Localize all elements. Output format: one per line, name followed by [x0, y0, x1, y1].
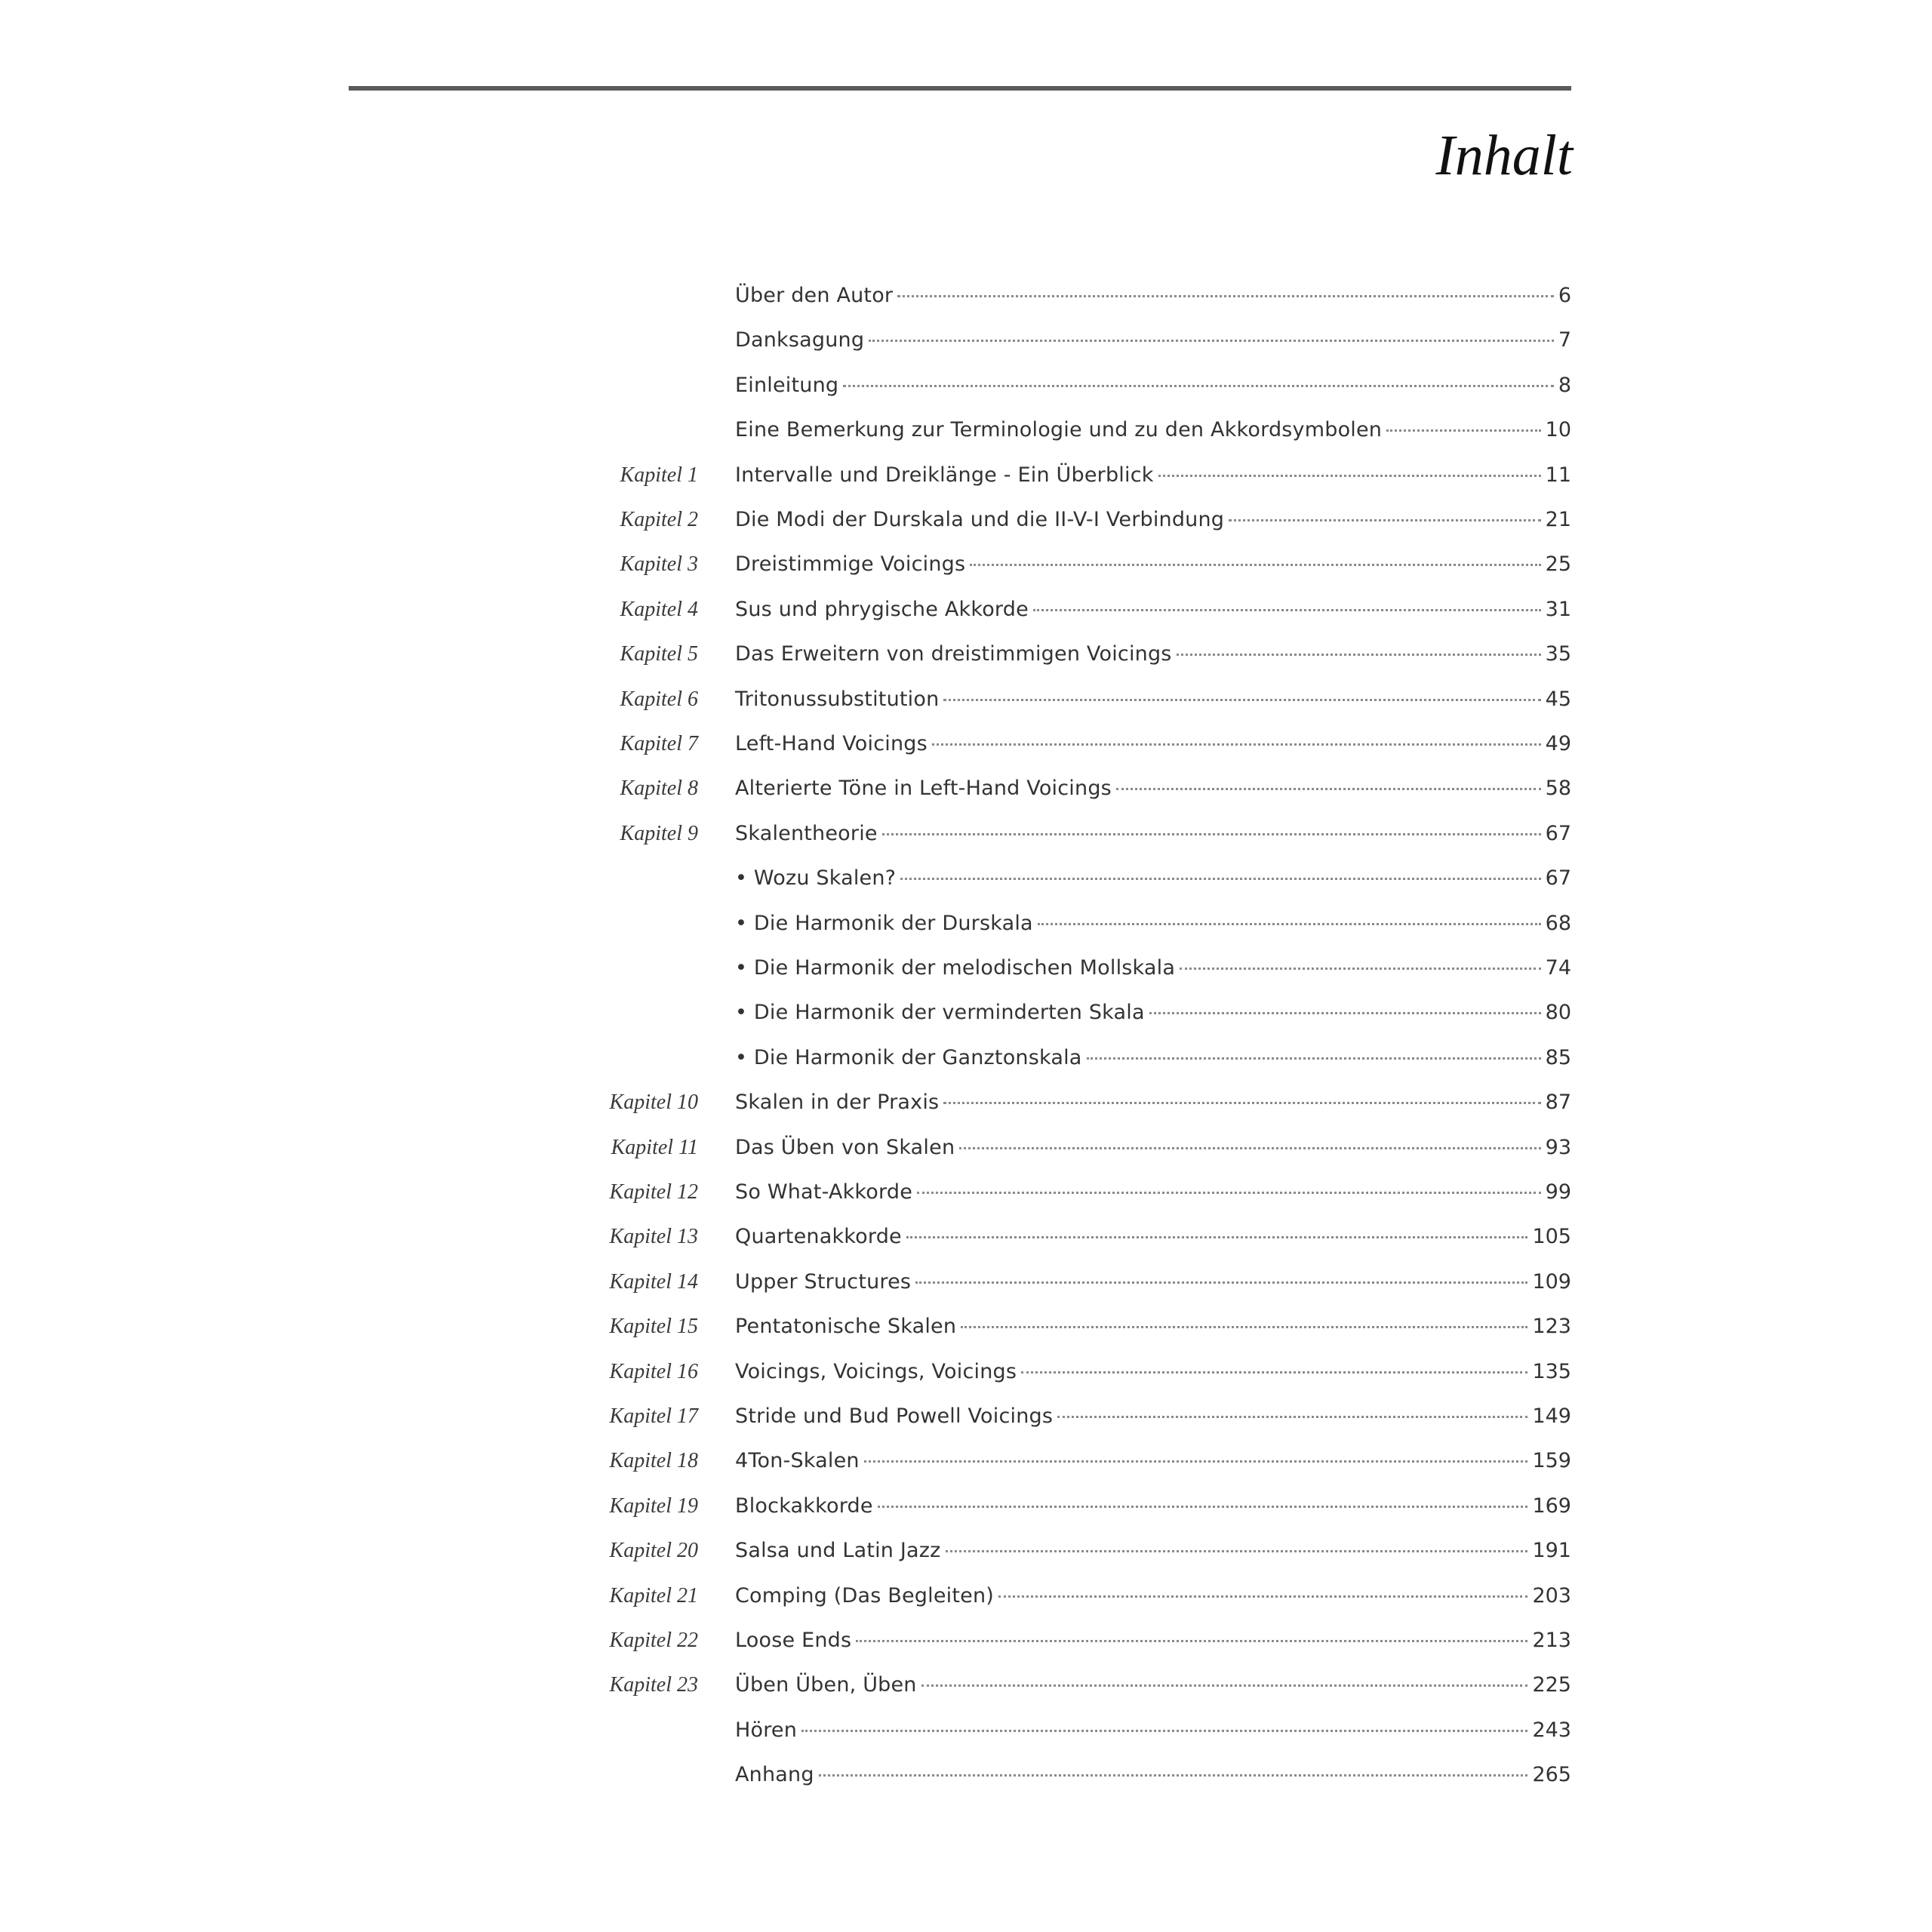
chapter-label: Kapitel 20	[609, 1539, 698, 1562]
entry-title: Intervalle und Dreiklänge - Ein Überblick	[735, 463, 1154, 487]
entry-title: Die Modi der Durskala und die II-V-I Verbindung	[735, 508, 1225, 531]
chapter-label: Kapitel 3	[620, 552, 698, 576]
chapter-label: Kapitel 16	[609, 1360, 698, 1383]
toc-line	[735, 683, 1571, 716]
entry-title: Blockakkorde	[735, 1494, 873, 1518]
toc-line	[735, 1355, 1571, 1389]
entry-title: Voicings, Voicings, Voicings	[735, 1360, 1017, 1383]
toc-line	[735, 369, 1571, 402]
dot-leader	[878, 1506, 1528, 1508]
dot-leader	[864, 1460, 1528, 1463]
toc-entry	[0, 1041, 1932, 1075]
page-number: 149	[1532, 1404, 1571, 1428]
toc-entry	[0, 1580, 1932, 1613]
toc-entry	[0, 1669, 1932, 1702]
toc-line	[735, 1444, 1571, 1478]
page-number: 68	[1545, 912, 1571, 935]
dot-leader	[900, 878, 1540, 880]
page-number: 31	[1545, 598, 1571, 621]
toc-line	[735, 1580, 1571, 1613]
page-number: 45	[1545, 688, 1571, 711]
page-number: 80	[1545, 1001, 1571, 1024]
page-number: 21	[1545, 508, 1571, 531]
chapter-label: Kapitel 1	[620, 463, 698, 487]
page-number: 225	[1532, 1673, 1571, 1697]
toc-entry	[0, 1534, 1932, 1567]
entry-title: Über den Autor	[735, 284, 894, 307]
page-number: 58	[1545, 777, 1571, 800]
toc-line	[735, 503, 1571, 537]
toc-line	[735, 1220, 1571, 1254]
dot-leader	[915, 1281, 1527, 1284]
toc-line	[735, 1086, 1571, 1119]
page-number: 74	[1545, 956, 1571, 980]
chapter-label: Kapitel 19	[609, 1494, 698, 1518]
toc-entry	[0, 593, 1932, 626]
entry-title: Quartenakkorde	[735, 1225, 902, 1248]
toc-entry	[0, 414, 1932, 447]
dot-leader	[959, 1147, 1540, 1149]
entry-title: Hören	[735, 1718, 798, 1742]
page-number: 67	[1545, 866, 1571, 890]
toc-line	[735, 817, 1571, 851]
toc-line	[735, 1266, 1571, 1299]
page-number: 191	[1532, 1539, 1571, 1562]
entry-title: • Wozu Skalen?	[735, 866, 897, 890]
chapter-label: Kapitel 23	[609, 1673, 698, 1697]
dot-leader	[906, 1236, 1528, 1238]
toc-entry	[0, 1758, 1932, 1792]
toc-entry	[0, 772, 1932, 805]
page-number: 265	[1532, 1763, 1571, 1786]
page-number: 87	[1545, 1091, 1571, 1114]
toc-entry	[0, 1624, 1932, 1657]
toc-entry	[0, 1176, 1932, 1209]
chapter-label: Kapitel 7	[620, 732, 698, 755]
chapter-label: Kapitel 13	[609, 1225, 698, 1248]
toc-entry	[0, 503, 1932, 537]
entry-title: • Die Harmonik der Durskala	[735, 912, 1033, 935]
toc-entry	[0, 1310, 1932, 1343]
toc-line	[735, 996, 1571, 1029]
toc-line	[735, 1400, 1571, 1433]
page-number: 99	[1545, 1180, 1571, 1204]
toc-entry	[0, 324, 1932, 357]
dot-leader	[843, 385, 1554, 387]
dot-leader	[882, 833, 1541, 835]
page-number: 109	[1532, 1270, 1571, 1294]
toc-line	[735, 1669, 1571, 1702]
dot-leader	[917, 1192, 1541, 1194]
toc-line	[735, 638, 1571, 671]
page-number: 8	[1558, 374, 1571, 397]
page-number: 25	[1545, 552, 1571, 576]
page-number: 105	[1532, 1225, 1571, 1248]
page-number: 49	[1545, 732, 1571, 755]
toc-line	[735, 862, 1571, 895]
chapter-label: Kapitel 2	[620, 508, 698, 531]
dot-leader	[932, 743, 1541, 746]
entry-title: Upper Structures	[735, 1270, 912, 1294]
page-number: 11	[1545, 463, 1571, 487]
entry-title: 4Ton-Skalen	[735, 1449, 860, 1472]
dot-leader	[1149, 1012, 1541, 1014]
toc-entry	[0, 728, 1932, 761]
entry-title: Das Erweitern von dreistimmigen Voicings	[735, 642, 1172, 666]
page-number: 10	[1545, 418, 1571, 441]
entry-title: Alterierte Töne in Left-Hand Voicings	[735, 777, 1112, 800]
dot-leader	[1229, 519, 1540, 521]
chapter-label: Kapitel 21	[609, 1584, 698, 1607]
toc-line	[735, 324, 1571, 357]
dot-leader	[998, 1595, 1527, 1598]
chapter-label: Kapitel 18	[609, 1449, 698, 1472]
dot-leader	[1057, 1416, 1527, 1418]
entry-title: Eine Bemerkung zur Terminologie und zu den Akkordsymbolen	[735, 418, 1383, 441]
toc-entry	[0, 862, 1932, 895]
toc-entry	[0, 369, 1932, 402]
page-number: 6	[1558, 284, 1571, 307]
toc-line	[735, 728, 1571, 761]
entry-title: So What-Akkorde	[735, 1180, 913, 1204]
dot-leader	[897, 295, 1554, 297]
entry-title: Skalen in der Praxis	[735, 1091, 940, 1114]
toc-entry	[0, 996, 1932, 1029]
dot-leader	[943, 1102, 1540, 1104]
page-number: 203	[1532, 1584, 1571, 1607]
page-number: 123	[1532, 1315, 1571, 1338]
toc-line	[735, 907, 1571, 940]
entry-title: Left-Hand Voicings	[735, 732, 928, 755]
chapter-label: Kapitel 14	[609, 1270, 698, 1294]
entry-title: • Die Harmonik der melodischen Mollskala	[735, 956, 1176, 980]
entry-title: Üben Üben, Üben	[735, 1673, 917, 1697]
entry-title: Sus und phrygische Akkorde	[735, 598, 1029, 621]
toc-entry	[0, 1400, 1932, 1433]
toc-line	[735, 1624, 1571, 1657]
entry-title: Pentatonische Skalen	[735, 1315, 957, 1338]
toc-entry	[0, 1714, 1932, 1747]
chapter-label: Kapitel 17	[609, 1404, 698, 1428]
toc-line	[735, 548, 1571, 581]
dot-leader	[946, 1550, 1528, 1552]
entry-title: • Die Harmonik der verminderten Skala	[735, 1001, 1145, 1024]
toc-entry	[0, 817, 1932, 851]
entry-title: Salsa und Latin Jazz	[735, 1539, 941, 1562]
entry-title: Loose Ends	[735, 1629, 852, 1652]
dot-leader	[1386, 429, 1541, 432]
toc-line	[735, 414, 1571, 447]
dot-leader	[1021, 1371, 1527, 1374]
entry-title: Anhang	[735, 1763, 814, 1786]
toc-entry	[0, 1131, 1932, 1164]
chapter-label: Kapitel 9	[620, 822, 698, 845]
entry-title: Skalentheorie	[735, 822, 878, 845]
chapter-label: Kapitel 8	[620, 777, 698, 800]
toc-line	[735, 459, 1571, 492]
toc-entry	[0, 459, 1932, 492]
entry-title: • Die Harmonik der Ganztonskala	[735, 1046, 1082, 1069]
toc-line	[735, 1131, 1571, 1164]
toc-line	[735, 1534, 1571, 1567]
entry-title: Das Üben von Skalen	[735, 1136, 955, 1159]
toc-line	[735, 1490, 1571, 1523]
chapter-label: Kapitel 5	[620, 642, 698, 666]
entry-title: Tritonussubstitution	[735, 688, 940, 711]
toc-entry	[0, 907, 1932, 940]
entry-title: Danksagung	[735, 328, 865, 352]
page-number: 7	[1558, 328, 1571, 352]
dot-leader	[943, 699, 1540, 701]
toc-line	[735, 1758, 1571, 1792]
page-number: 35	[1545, 642, 1571, 666]
toc-line	[735, 1176, 1571, 1209]
toc-line	[735, 593, 1571, 626]
chapter-label: Kapitel 12	[609, 1180, 698, 1204]
dot-leader	[1038, 923, 1541, 925]
dot-leader	[921, 1684, 1528, 1687]
page-number: 213	[1532, 1629, 1571, 1652]
page-title: Inhalt	[1435, 124, 1573, 187]
top-rule	[349, 86, 1571, 91]
dot-leader	[1158, 475, 1541, 477]
page-number: 93	[1545, 1136, 1571, 1159]
entry-title: Comping (Das Begleiten)	[735, 1584, 994, 1607]
toc-line	[735, 1310, 1571, 1343]
dot-leader	[1177, 654, 1541, 656]
page-number: 67	[1545, 822, 1571, 845]
toc-line	[735, 952, 1571, 985]
toc-entry	[0, 279, 1932, 312]
toc-entry	[0, 952, 1932, 985]
toc-entry	[0, 1355, 1932, 1389]
toc-line	[735, 772, 1571, 805]
dot-leader	[1087, 1057, 1541, 1060]
chapter-label: Kapitel 15	[609, 1315, 698, 1338]
chapter-label: Kapitel 10	[609, 1091, 698, 1114]
dot-leader	[869, 340, 1554, 342]
page-number: 159	[1532, 1449, 1571, 1472]
entry-title: Einleitung	[735, 374, 839, 397]
toc-entry	[0, 1444, 1932, 1478]
dot-leader	[1033, 609, 1541, 611]
page-number: 169	[1532, 1494, 1571, 1518]
chapter-label: Kapitel 22	[609, 1629, 698, 1652]
toc-line	[735, 279, 1571, 312]
dot-leader	[961, 1326, 1527, 1328]
toc-entry	[0, 1266, 1932, 1299]
dot-leader	[1116, 788, 1541, 790]
dot-leader	[856, 1640, 1527, 1642]
toc-entry	[0, 548, 1932, 581]
toc-line	[735, 1714, 1571, 1747]
page-number: 243	[1532, 1718, 1571, 1742]
entry-title: Stride und Bud Powell Voicings	[735, 1404, 1054, 1428]
entry-title: Dreistimmige Voicings	[735, 552, 966, 576]
toc-entry	[0, 638, 1932, 671]
toc-entry	[0, 683, 1932, 716]
chapter-label: Kapitel 6	[620, 688, 698, 711]
toc-entry	[0, 1086, 1932, 1119]
toc-entry	[0, 1220, 1932, 1254]
dot-leader	[801, 1730, 1527, 1732]
toc-entry	[0, 1490, 1932, 1523]
dot-leader	[970, 564, 1540, 566]
dot-leader	[819, 1774, 1528, 1777]
chapter-label: Kapitel 11	[611, 1136, 698, 1159]
page-number: 135	[1532, 1360, 1571, 1383]
page-number: 85	[1545, 1046, 1571, 1069]
toc-line	[735, 1041, 1571, 1075]
chapter-label: Kapitel 4	[620, 598, 698, 621]
dot-leader	[1180, 968, 1541, 970]
